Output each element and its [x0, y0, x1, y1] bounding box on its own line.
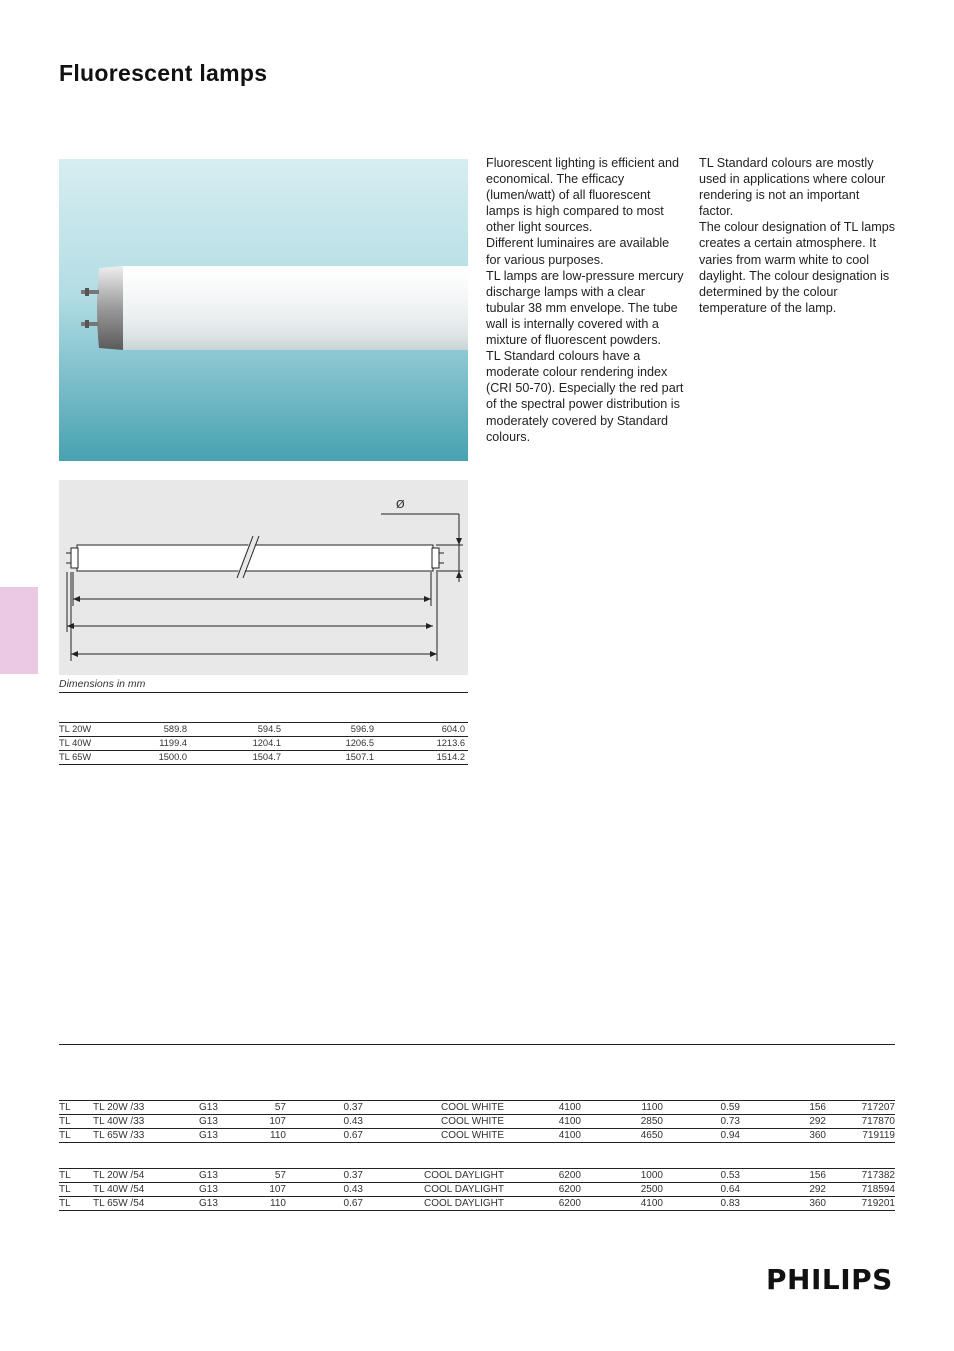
table-cell: G13 [199, 1129, 249, 1143]
table-cell: TL 65W [59, 751, 139, 765]
table-cell: 2500 [581, 1183, 663, 1197]
lamp-photo [59, 159, 468, 461]
table-cell: 107 [249, 1115, 286, 1129]
intro-column-1 [486, 155, 684, 445]
table-cell: G13 [199, 1115, 249, 1129]
table-cell: 0.73 [663, 1115, 740, 1129]
table-cell: 4100 [504, 1101, 581, 1115]
table-cell: 717382 [826, 1169, 895, 1183]
page-title: Fluorescent lamps [59, 60, 268, 86]
table-cell: 57 [249, 1101, 286, 1115]
table-cell: 360 [740, 1197, 826, 1211]
paragraph: TL Standard colours have a moderate colour rendering index (CRI 50-70). Especially the red part of the spectral power distribution is moderately covered by Standard colours. [486, 349, 684, 444]
table-cell: 1507.1 [284, 751, 377, 765]
table-cell: G13 [199, 1197, 249, 1211]
table-cell: TL [59, 1129, 93, 1143]
table-cell: TL 20W /54 [93, 1169, 199, 1183]
paragraph: Different luminaires are available for various purposes. [486, 236, 670, 267]
table-cell: 6200 [504, 1169, 581, 1183]
table-cell: TL 40W [59, 737, 139, 751]
table-cell: 0.67 [286, 1129, 363, 1143]
paragraph: The colour designation of TL lamps creates a certain atmosphere. It varies from warm white to cool daylight. The colour designation is determined by the colour temperature of the lamp. [699, 220, 896, 315]
table-cell: 0.67 [286, 1197, 363, 1211]
table-cell: COOL WHITE [363, 1101, 504, 1115]
paragraph: TL Standard colours are mostly used in applications where colour rendering is not an important factor. [699, 156, 886, 219]
table-cell: 1206.5 [284, 737, 377, 751]
table-cell: 0.59 [663, 1101, 740, 1115]
table-cell: COOL WHITE [363, 1115, 504, 1129]
table-cell: 718594 [826, 1183, 895, 1197]
table-cell: 4100 [504, 1115, 581, 1129]
table-cell: 1199.4 [139, 737, 190, 751]
table-row [59, 737, 468, 751]
table-cell: COOL DAYLIGHT [363, 1197, 504, 1211]
intro-column-2 [699, 155, 895, 316]
table-cell: 0.43 [286, 1115, 363, 1129]
product-table-cool-white [59, 1100, 895, 1143]
table-cell: 0.53 [663, 1169, 740, 1183]
table-cell: 0.37 [286, 1169, 363, 1183]
table-cell: 717870 [826, 1115, 895, 1129]
table-cell: COOL WHITE [363, 1129, 504, 1143]
table-cell: 110 [249, 1129, 286, 1143]
table-cell: 360 [740, 1129, 826, 1143]
table-row [59, 751, 468, 765]
table-cell: 0.94 [663, 1129, 740, 1143]
table-cell: 2850 [581, 1115, 663, 1129]
table-cell: 110 [249, 1197, 286, 1211]
table-cell: 717207 [826, 1101, 895, 1115]
table-cell: 4650 [581, 1129, 663, 1143]
table-cell: 6200 [504, 1197, 581, 1211]
table-cell: 292 [740, 1183, 826, 1197]
table-cell: TL 20W /33 [93, 1101, 199, 1115]
table-cell: 0.64 [663, 1183, 740, 1197]
table-cell: 596.9 [284, 723, 377, 737]
philips-logo: PHILIPS [766, 1263, 893, 1296]
table-row [59, 1183, 895, 1197]
table-cell: 107 [249, 1183, 286, 1197]
table-cell: G13 [199, 1101, 249, 1115]
dimension-drawing [59, 480, 468, 675]
table-cell: 604.0 [377, 723, 468, 737]
table-cell: 0.43 [286, 1183, 363, 1197]
table-cell: TL [59, 1169, 93, 1183]
table-cell: TL [59, 1183, 93, 1197]
table-cell: G13 [199, 1169, 249, 1183]
table-row [59, 1101, 895, 1115]
table-cell: 0.37 [286, 1101, 363, 1115]
table-cell: TL 40W /33 [93, 1115, 199, 1129]
table-row [59, 1197, 895, 1211]
table-cell: TL 20W [59, 723, 139, 737]
table-cell: TL [59, 1115, 93, 1129]
table-cell: 0.83 [663, 1197, 740, 1211]
table-cell: 156 [740, 1101, 826, 1115]
table-cell: 719201 [826, 1197, 895, 1211]
table-cell: 6200 [504, 1183, 581, 1197]
table-cell: 1213.6 [377, 737, 468, 751]
paragraph: Fluorescent lighting is efficient and economical. The efficacy (lumen/watt) of all fluorescent lamps is high compared to most other light sources. [486, 156, 679, 235]
divider [59, 692, 468, 693]
table-cell: TL 65W /54 [93, 1197, 199, 1211]
table-cell: COOL DAYLIGHT [363, 1183, 504, 1197]
table-cell: 1504.7 [190, 751, 284, 765]
table-cell: 292 [740, 1115, 826, 1129]
table-cell: TL 65W /33 [93, 1129, 199, 1143]
table-row [59, 1115, 895, 1129]
table-cell: COOL DAYLIGHT [363, 1169, 504, 1183]
table-cell: 57 [249, 1169, 286, 1183]
table-cell: 1100 [581, 1101, 663, 1115]
table-row [59, 1129, 895, 1143]
table-cell: G13 [199, 1183, 249, 1197]
table-cell: 4100 [581, 1197, 663, 1211]
table-cell: 719119 [826, 1129, 895, 1143]
table-cell: 1514.2 [377, 751, 468, 765]
table-cell: TL 40W /54 [93, 1183, 199, 1197]
table-cell: TL [59, 1197, 93, 1211]
table-cell: 589.8 [139, 723, 190, 737]
paragraph: TL lamps are low-pressure mercury discharge lamps with a clear tubular 38 mm envelope. The tube wall is internally covered with a mixture of fluorescent powders. [486, 268, 684, 348]
dimensions-table [59, 722, 468, 765]
table-cell: 1500.0 [139, 751, 190, 765]
table-cell: 1204.1 [190, 737, 284, 751]
table-row [59, 723, 468, 737]
table-cell: 1000 [581, 1169, 663, 1183]
table-cell: TL [59, 1101, 93, 1115]
dimensions-caption: Dimensions in mm [59, 678, 146, 690]
table-cell: 4100 [504, 1129, 581, 1143]
divider [59, 1044, 895, 1045]
table-cell: 156 [740, 1169, 826, 1183]
section-tab-marker [0, 587, 38, 674]
diameter-symbol: Ø [396, 498, 405, 511]
table-cell: 594.5 [190, 723, 284, 737]
table-row [59, 1169, 895, 1183]
product-table-cool-daylight [59, 1168, 895, 1211]
